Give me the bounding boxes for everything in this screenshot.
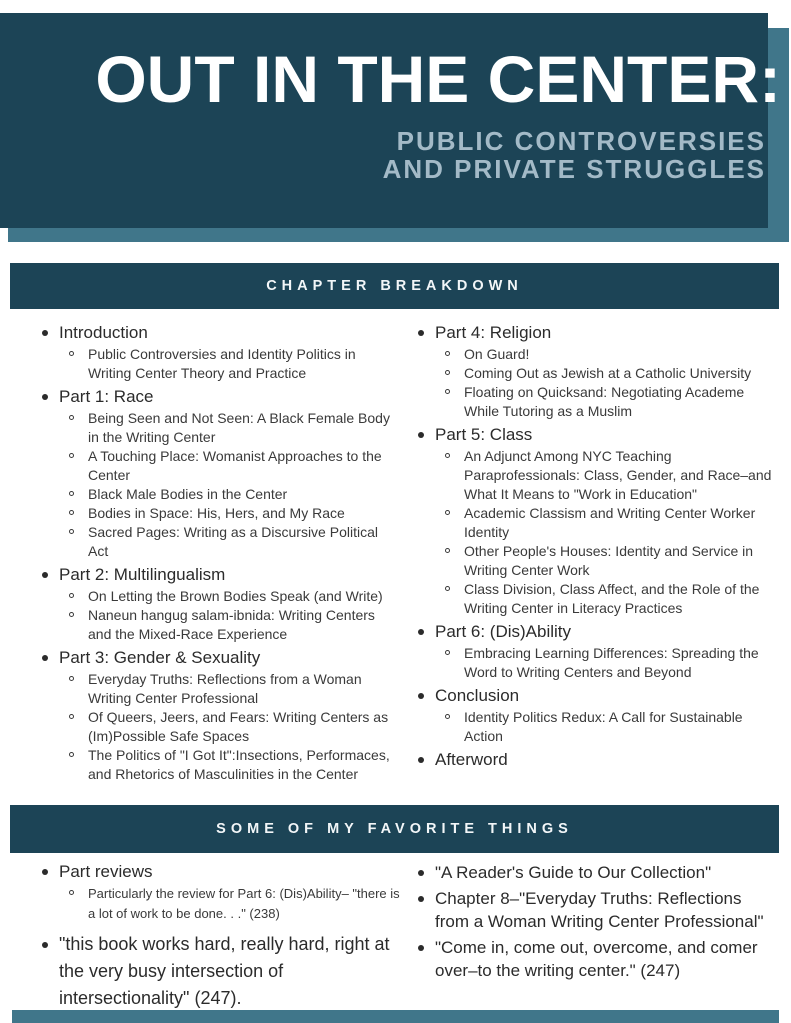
bullet-icon [418,629,424,635]
chapter-breakdown-left-column [40,319,392,784]
list-item-label: Part 4: Religion [435,323,552,342]
list-subitem [40,708,392,746]
list-subitem [416,708,780,746]
list-subitem [40,587,392,606]
list-item-label: Part 1: Race [59,387,154,406]
section-bar-chapter-breakdown [10,263,779,309]
list-subitem-label: Being Seen and Not Seen: A Black Female Body in the Writing Center [88,410,390,445]
bullet-icon [42,572,48,578]
list-subitem-label: Other People's Houses: Identity and Service in Writing Center Work [464,543,754,578]
section-heading-chapter-breakdown: CHAPTER BREAKDOWN [266,278,523,294]
bullet-icon [418,757,424,763]
list-item-label: Chapter 8–"Everyday Truths: Reflections from a Woman Writing Center Professional" [435,889,764,931]
sub-bullet-icon [445,586,450,591]
list-subitem [40,670,392,708]
list-item-label: Introduction [59,323,148,342]
list-subitem-label: Coming Out as Jewish at a Catholic University [464,365,752,381]
list-item [416,424,780,445]
bullet-icon [418,870,424,876]
list-item-label: Part 3: Gender & Sexuality [59,648,261,667]
list-item-label: Conclusion [435,686,520,705]
bullet-icon [418,330,424,336]
list-subitem [416,504,780,542]
list-subitem [416,345,780,364]
list-item [40,386,392,407]
list-subitem [40,485,392,504]
list-item [40,647,392,668]
list-subitem-label: On Guard! [464,346,530,362]
bullet-icon [42,942,48,948]
list-subitem [40,409,392,447]
sub-bullet-icon [69,752,74,757]
list-item [416,887,768,933]
sub-bullet-icon [69,491,74,496]
section-bar-favorites [10,805,779,853]
sub-bullet-icon [69,351,74,356]
page-subtitle-line1: PUBLIC CONTROVERSIES [396,126,766,156]
list-subitem-label: A Touching Place: Womanist Approaches to the Center [88,448,382,483]
list-item [416,749,780,770]
bullet-icon [418,945,424,951]
sub-bullet-icon [445,650,450,655]
list-subitem [416,644,780,682]
list-subitem [40,345,392,383]
bullet-icon [42,330,48,336]
sub-bullet-icon [69,714,74,719]
sub-bullet-icon [445,389,450,394]
list-subitem [40,504,392,523]
list-subitem-label: On Letting the Brown Bodies Speak (and Write) [88,588,383,604]
list-subitem-label: The Politics of "I Got It":Insections, Performaces, and Rhetorics of Masculinities in the Center [88,747,390,782]
sub-bullet-icon [445,548,450,553]
sub-bullet-icon [445,370,450,375]
sub-bullet-icon [69,890,74,895]
favorites-right-column [416,858,768,985]
list-subitem [416,364,780,383]
list-item [416,685,780,706]
sub-bullet-icon [445,351,450,356]
list-subitem-label: Particularly the review for Part 6: (Dis)Ability– "there is a lot of work to be done. . ." (238) [88,886,400,921]
footer-accent-bar [12,1010,779,1023]
list-item [416,936,768,982]
bullet-icon [418,693,424,699]
list-subitem [40,884,408,924]
list-item [40,564,392,585]
chapter-breakdown-right-column [416,319,780,772]
list-subitem [416,383,780,421]
list-item-label: Part reviews [59,862,153,881]
page-title: OUT IN THE CENTER: [95,42,781,116]
list-item [416,621,780,642]
bullet-icon [42,869,48,875]
list-subitem-label: Academic Classism and Writing Center Worker Identity [464,505,756,540]
sub-bullet-icon [69,612,74,617]
bullet-icon [42,394,48,400]
list-subitem [416,580,780,618]
list-subitem-label: Embracing Learning Differences: Spreading the Word to Writing Centers and Beyond [464,645,759,680]
list-item-label: "A Reader's Guide to Our Collection" [435,863,712,882]
sub-bullet-icon [445,714,450,719]
list-item-label: "Come in, come out, overcome, and comer over–to the writing center." (247) [435,938,758,980]
page-subtitle-line2: AND PRIVATE STRUGGLES [382,154,766,184]
list-subitem-label: An Adjunct Among NYC Teaching Paraprofessionals: Class, Gender, and Race–and What It Means to "Work in Education" [464,448,772,502]
sub-bullet-icon [69,453,74,458]
bullet-icon [42,655,48,661]
list-subitem-label: Sacred Pages: Writing as a Discursive Political Act [88,524,378,559]
sub-bullet-icon [69,593,74,598]
list-subitem-label: Floating on Quicksand: Negotiating Academe While Tutoring as a Muslim [464,384,745,419]
sub-bullet-icon [445,453,450,458]
list-item [40,861,408,882]
sub-bullet-icon [69,529,74,534]
page-subtitle [383,127,766,183]
sub-bullet-icon [445,510,450,515]
list-subitem-label: Naneun hangug salam-ibnida: Writing Centers and the Mixed-Race Experience [88,607,375,642]
list-subitem [40,523,392,561]
list-subitem-label: Of Queers, Jeers, and Fears: Writing Centers as (Im)Possible Safe Spaces [88,709,389,744]
list-item [416,322,780,343]
section-heading-favorites: SOME OF MY FAVORITE THINGS [216,821,573,837]
sub-bullet-icon [69,415,74,420]
list-subitem [416,447,780,504]
list-subitem-label: Bodies in Space: His, Hers, and My Race [88,505,345,521]
sub-bullet-icon [69,676,74,681]
list-item [40,322,392,343]
bullet-icon [418,432,424,438]
list-subitem [40,447,392,485]
bullet-icon [418,896,424,902]
list-subitem-label: Everyday Truths: Reflections from a Woman Writing Center Professional [88,671,362,706]
list-item-label: Part 2: Multilingualism [59,565,226,584]
list-subitem-label: Black Male Bodies in the Center [88,486,288,502]
list-item-label: "this book works hard, really hard, right at the very busy intersection of intersectionality" (247). [59,934,390,1008]
list-item [416,861,768,884]
sub-bullet-icon [69,510,74,515]
list-item [40,931,408,1012]
list-item-label: Part 5: Class [435,425,533,444]
list-subitem-label: Identity Politics Redux: A Call for Sustainable Action [464,709,743,744]
list-subitem-label: Public Controversies and Identity Politics in Writing Center Theory and Practice [88,346,356,381]
list-subitem [416,542,780,580]
favorites-left-column [40,858,408,1014]
list-subitem [40,746,392,784]
list-item-label: Part 6: (Dis)Ability [435,622,572,641]
list-subitem-label: Class Division, Class Affect, and the Role of the Writing Center in Literacy Practices [464,581,760,616]
list-subitem [40,606,392,644]
list-item-label: Afterword [435,750,508,769]
